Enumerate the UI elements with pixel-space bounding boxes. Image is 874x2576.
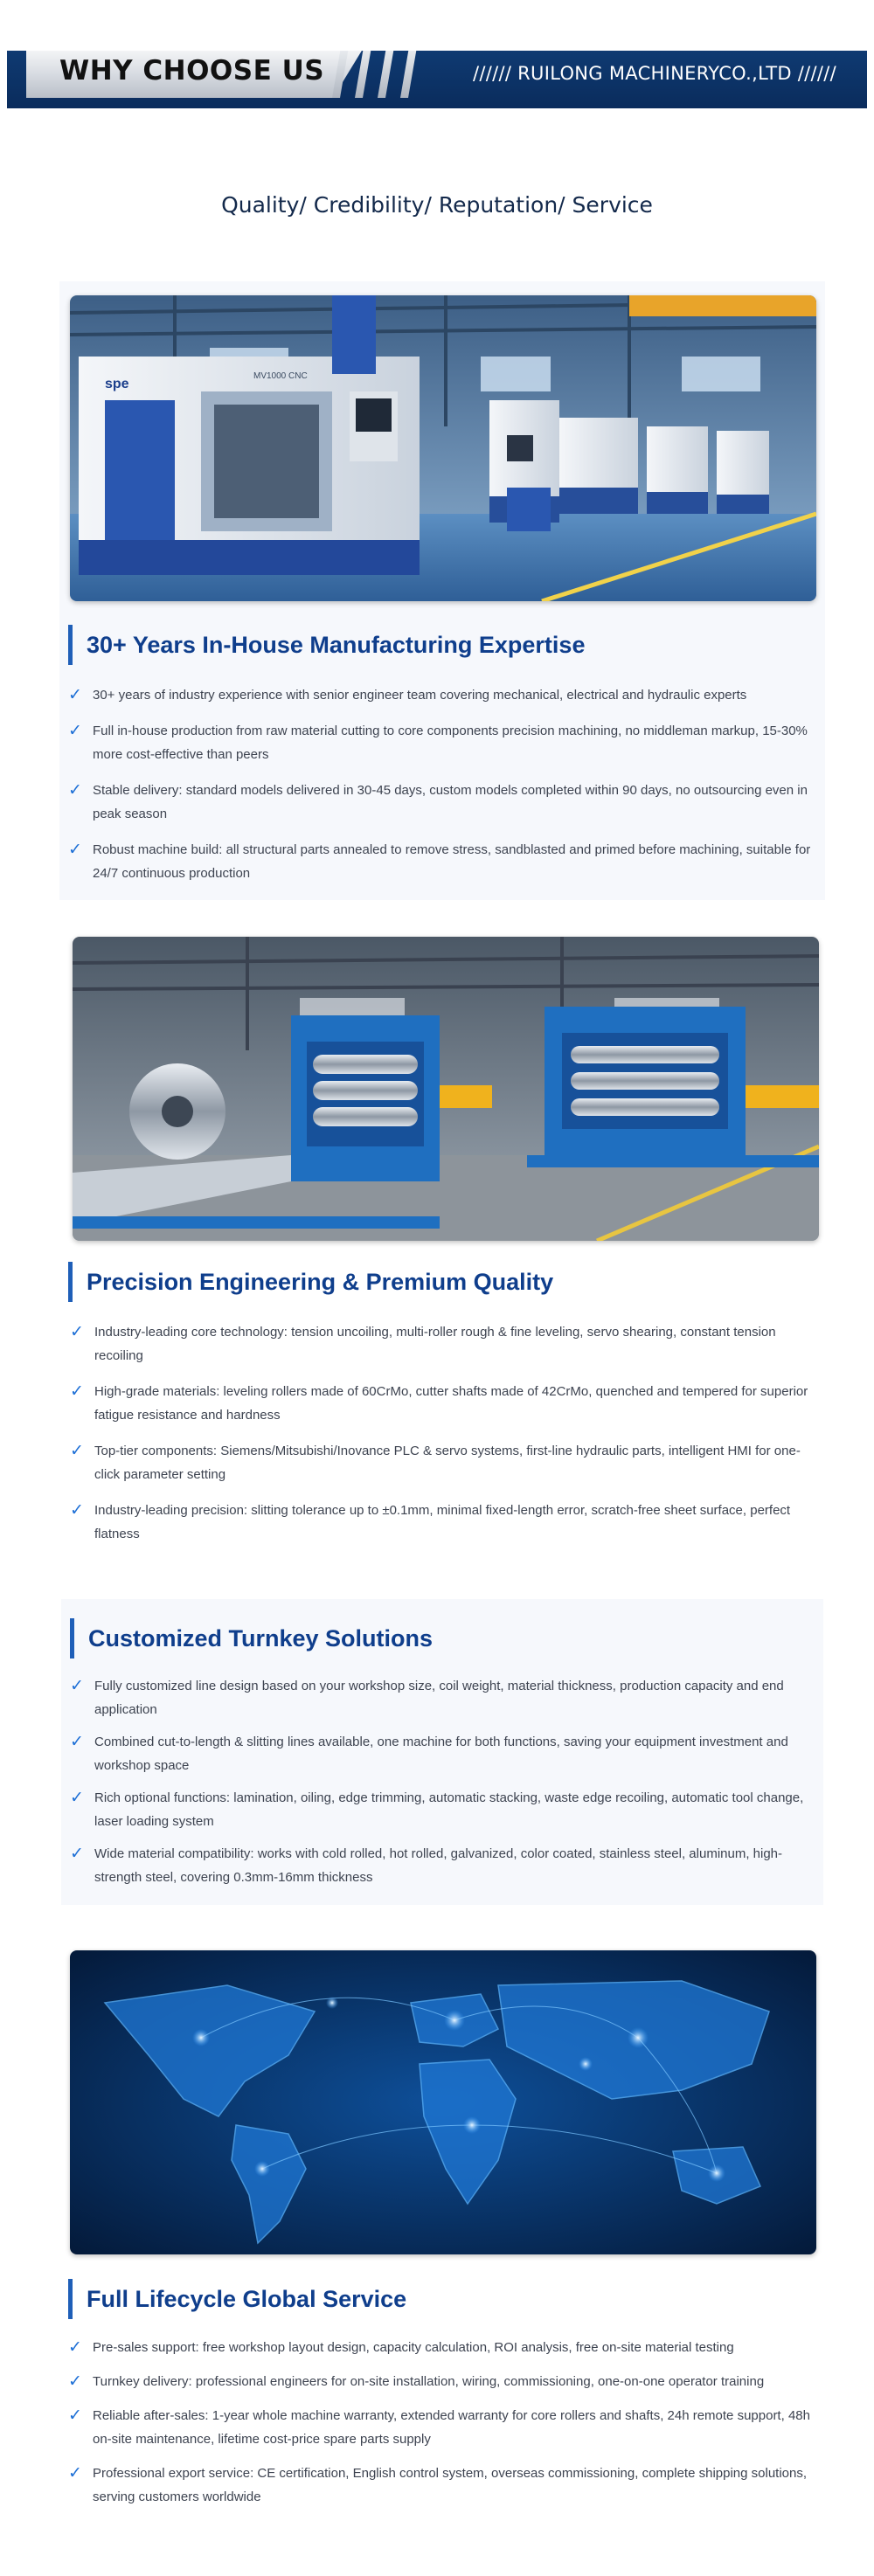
check-icon: ✓ xyxy=(70,1322,84,1341)
check-icon: ✓ xyxy=(70,1500,84,1520)
list-item: ✓ Fully customized line design based on your workshop size, coil weight, material thickness, production capacity and end application xyxy=(70,1676,784,1717)
list-item: ✓ Professional export service: CE certification, English control system, overseas commissioning, complete shipping solutions, serving customers worldwide xyxy=(68,2463,808,2504)
check-icon: ✓ xyxy=(68,840,82,859)
bullet-list xyxy=(70,1674,818,1889)
check-icon: ✓ xyxy=(68,2372,82,2391)
list-item: ✓ Rich optional functions: lamination, oiling, edge trimming, automatic stacking, waste edge recoiling, automatic tool change, laser loading system xyxy=(70,1788,804,1829)
page-title: WHY CHOOSE US xyxy=(59,55,325,87)
section-turnkey xyxy=(61,1599,823,1905)
section-global-service xyxy=(59,1938,825,2550)
section-manufacturing xyxy=(59,281,825,900)
decor-stripe xyxy=(400,51,418,98)
list-item: ✓ Stable delivery: standard models delivered in 30-45 days, custom models completed within 90 days, no outsourcing even in peak season xyxy=(68,780,808,821)
list-item: ✓ Full in-house production from raw material cutting to core components precision machining, no middleman markup, 15-30% more cost-effective than peers xyxy=(68,721,808,762)
check-icon: ✓ xyxy=(70,1788,84,1807)
cnc-factory-photo xyxy=(70,295,816,601)
section-heading: Full Lifecycle Global Service xyxy=(68,2279,406,2319)
list-item: ✓ 30+ years of industry experience with senior engineer team covering mechanical, electrical and hydraulic experts xyxy=(68,683,816,707)
list-item: ✓ Turnkey delivery: professional engineers for on-site installation, wiring, commissioning, one-on-one operator training xyxy=(68,2370,816,2393)
company-name: ////// RUILONG MACHINERYCO.,LTD ////// xyxy=(472,63,837,84)
header-banner xyxy=(7,51,867,108)
check-icon: ✓ xyxy=(68,685,82,704)
bullet-list xyxy=(70,1320,818,1546)
bullet-list xyxy=(68,2336,816,2509)
check-icon: ✓ xyxy=(70,1732,84,1751)
check-icon: ✓ xyxy=(68,780,82,800)
tagline: Quality/ Credibility/ Reputation/ Service xyxy=(221,192,653,218)
decor-stripe xyxy=(355,51,372,98)
check-icon: ✓ xyxy=(70,1381,84,1401)
bullet-list xyxy=(68,683,816,885)
check-icon: ✓ xyxy=(70,1676,84,1695)
slitting-line-photo xyxy=(73,937,819,1241)
section-heading: Precision Engineering & Premium Quality xyxy=(68,1262,553,1302)
list-item: ✓ Wide material compatibility: works with cold rolled, hot rolled, galvanized, color coated, stainless steel, aluminum, high-strength steel, covering 0.3mm-16mm thickness xyxy=(70,1844,783,1885)
check-icon: ✓ xyxy=(68,2463,82,2483)
section-precision xyxy=(59,924,825,1571)
list-item: ✓ Combined cut-to-length & slitting lines available, one machine for both functions, saving your equipment investment and workshop space xyxy=(70,1732,788,1773)
list-item: ✓ Robust machine build: all structural parts annealed to remove stress, sandblasted and primed before machining, suitable for 24/7 continuous production xyxy=(68,840,811,881)
check-icon: ✓ xyxy=(68,2337,82,2357)
check-icon: ✓ xyxy=(68,721,82,740)
svg-text:spe: spe xyxy=(105,377,129,391)
world-map-photo xyxy=(70,1950,816,2254)
list-item: ✓ Reliable after-sales: 1-year whole machine warranty, extended warranty for core rollers and shafts, 24h remote support, 48h on-site maintenance, lifetime cost-price spare parts supply xyxy=(68,2406,810,2447)
list-item: ✓ Industry-leading precision: slitting tolerance up to ±0.1mm, minimal fixed-length error, scratch-free sheet surface, perfect flatness xyxy=(70,1500,791,1541)
list-item: ✓ Pre-sales support: free workshop layout design, capacity calculation, ROI analysis, free on-site material testing xyxy=(68,2336,816,2359)
section-heading: Customized Turnkey Solutions xyxy=(70,1618,433,1658)
check-icon: ✓ xyxy=(68,2406,82,2425)
section-heading: 30+ Years In-House Manufacturing Expertise xyxy=(68,625,585,665)
check-icon: ✓ xyxy=(70,1844,84,1863)
list-item: ✓ Industry-leading core technology: tension uncoiling, multi-roller rough & fine leveling, servo shearing, constant tension recoiling xyxy=(70,1322,776,1363)
check-icon: ✓ xyxy=(70,1441,84,1460)
list-item: ✓ High-grade materials: leveling rollers made of 60CrMo, cutter shafts made of 42CrMo, quenched and tempered for superior fatigue resistance and hardness xyxy=(70,1381,808,1423)
decor-stripe xyxy=(378,51,395,98)
list-item: ✓ Top-tier components: Siemens/Mitsubishi/Inovance PLC & servo systems, first-line hydraulic parts, intelligent HMI for one-click parameter setting xyxy=(70,1441,801,1482)
svg-text:MV1000 CNC: MV1000 CNC xyxy=(253,371,308,381)
